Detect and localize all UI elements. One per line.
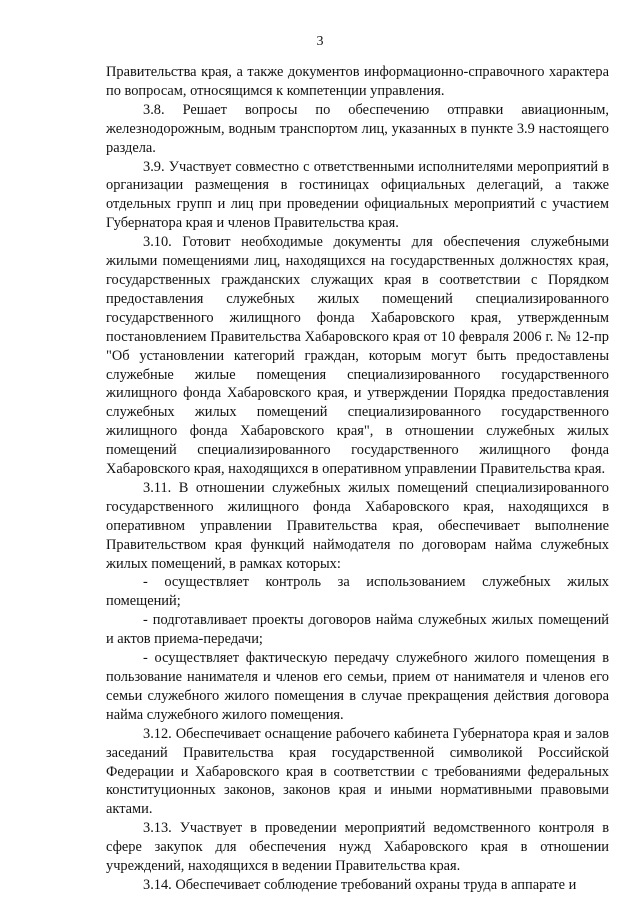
paragraph-3-12: 3.12. Обеспечивает оснащение рабочего кабинета Губернатора края и залов заседаний Правительства края государственной символикой Российской Федерации и Хабаровского края в соответствии с требованиями федеральных конституционных законов, законов края и иными нормативными правовыми актами.	[106, 725, 609, 818]
list-item-contracts: - подготавливает проекты договоров найма служебных жилых помещений и актов приема-передачи;	[106, 612, 609, 648]
paragraph-3-10: 3.10. Готовит необходимые документы для обеспечения служебными жилыми помещениями лиц, находящихся на государственных должностях края, государственных гражданских служащих края в соответствии с Порядком предоставления служебных жилых помещений специализированного государственного жилищного фонда Хабаровского края, утвержденным постановлением Правительства Хабаровского края от 10 февраля 2006 г. № 12-пр "Об установлении категорий граждан, которым могут быть предоставлены служебные жилые помещения специализированного государственного жилищного фонда Хабаровского края, и утверждении Порядка предоставления служебных жилых помещений специализированного государственного жилищного фонда Хабаровского края", в отношении служебных жилых помещений специализированного государственного жилищного фонда Хабаровского края, находящихся в оперативном управлении Правительства края.	[106, 234, 609, 478]
paragraph-3-11: 3.11. В отношении служебных жилых помещений специализированного государственного жилищного фонда Хабаровского края, находящихся в оперативном управлении Правительства края, обеспечивает выполнение Правительством края функций наймодателя по договорам найма служебных жилых помещений, в рамках которых:	[106, 479, 609, 572]
document-body	[106, 63, 609, 895]
paragraph-continuation: Правительства края, а также документов информационно-справочного характера по вопросам, относящимся к компетенции управления.	[106, 64, 609, 99]
paragraph-3-8: 3.8. Решает вопросы по обеспечению отправки авиационным, железнодорожным, водным транспортом лиц, указанных в пункте 3.9 настоящего раздела.	[106, 101, 609, 156]
paragraph-3-14: 3.14. Обеспечивает соблюдение требований охраны труда в аппарате и	[143, 876, 577, 893]
page-number: 3	[316, 34, 324, 49]
list-item-control: - осуществляет контроль за использованием служебных жилых помещений;	[106, 574, 609, 610]
paragraph-3-9: 3.9. Участвует совместно с ответственными исполнителями мероприятий в организации размещения в гостиницах официальных делегаций, а также отдельных групп и лиц при проведении официальных мероприятий с участием Губернатора края и членов Правительства края.	[106, 158, 609, 232]
list-item-transfer: - осуществляет фактическую передачу служебного жилого помещения в пользование нанимателя и членов его семьи, прием от нанимателя и членов его семьи служебного жилого помещения в случае прекращения действия договора найма служебного жилого помещения.	[106, 650, 609, 723]
paragraph-3-13: 3.13. Участвует в проведении мероприятий ведомственного контроля в сфере закупок для обеспечения нужд Хабаровского края в отношении учреждений, находящихся в ведении Правительства края.	[106, 820, 609, 875]
